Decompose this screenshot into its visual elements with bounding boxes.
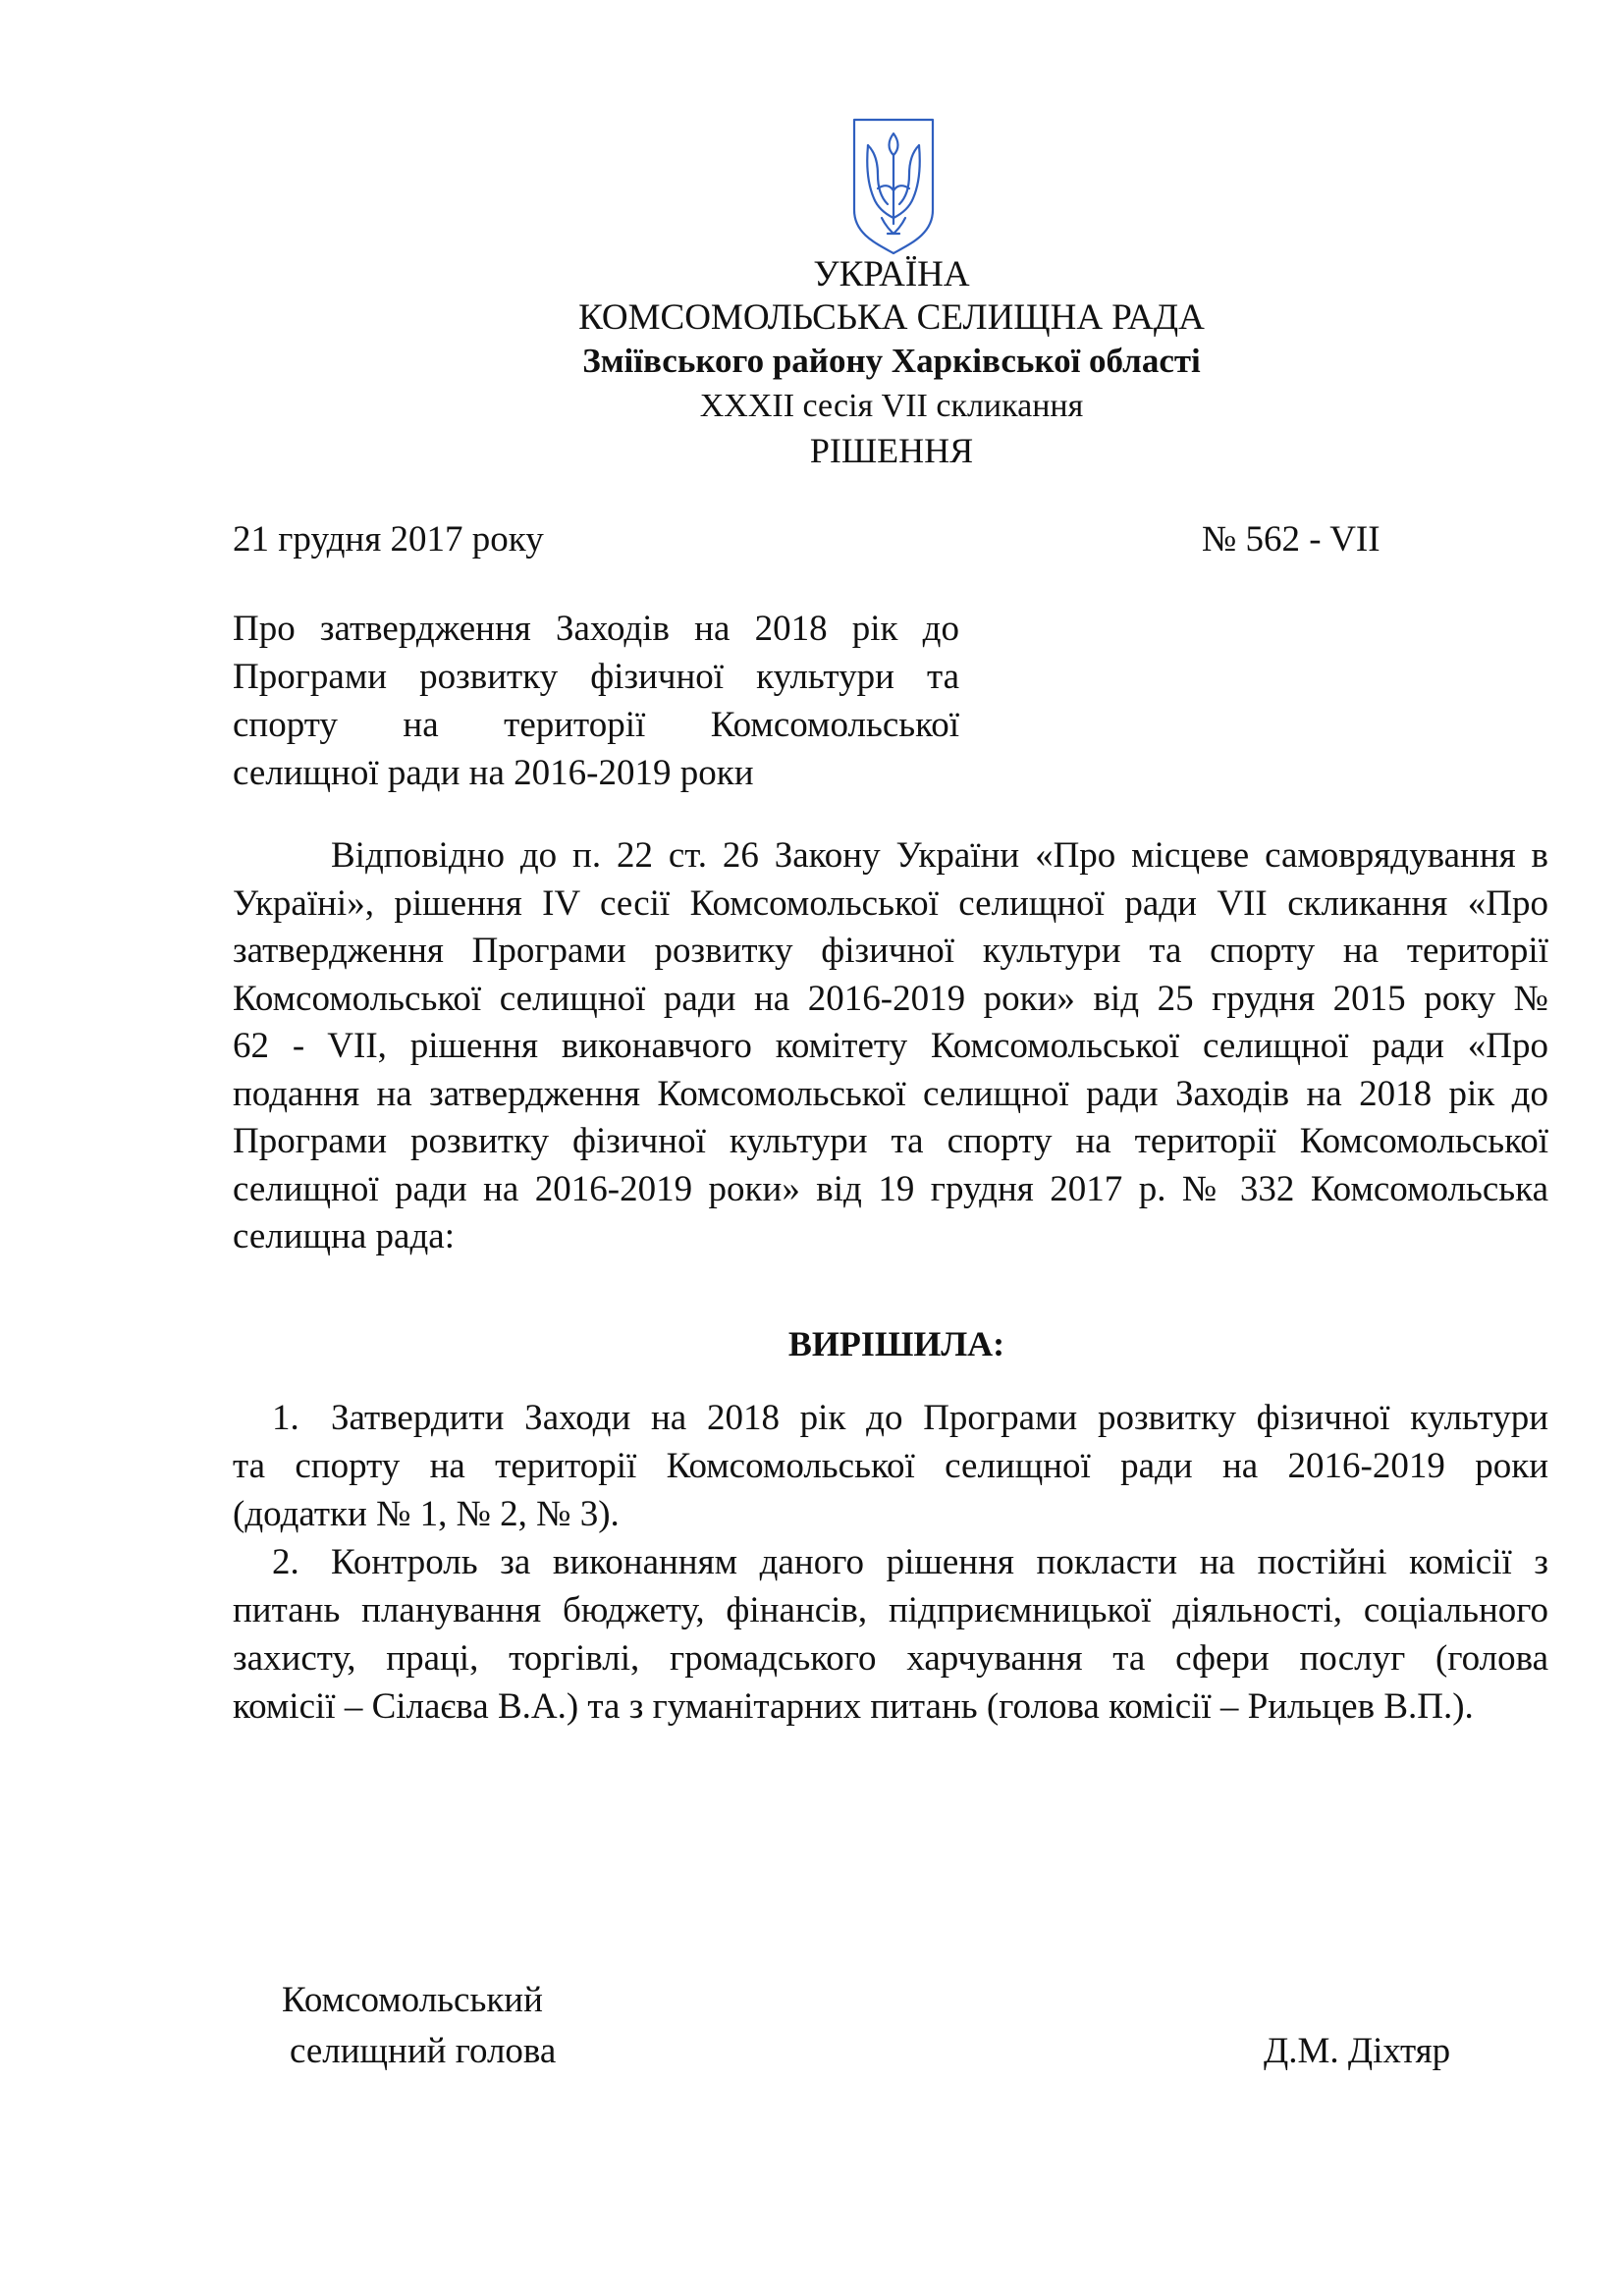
subject-line: селищної ради на 2016-2019 роки: [233, 753, 754, 793]
decision-date: 21 грудня 2017 року: [233, 519, 544, 560]
signatory-name: Д.М. Діхтяр: [1264, 2031, 1451, 2071]
item-line: (додатки № 1, № 2, № 3).: [233, 1494, 620, 1534]
decision-subject: [233, 605, 959, 797]
preamble-line: 62 - VII, рішення виконавчого комітету Комсомольської селищної ради «Про: [233, 1026, 1548, 1066]
session-heading: XXXII сесія VII скликання: [699, 388, 1084, 424]
preamble-line: селищна рада:: [233, 1216, 455, 1256]
item-text: Контроль за виконанням даного рішення покласти на постійні комісії з: [331, 1542, 1548, 1582]
item-line: [233, 1538, 1548, 1586]
council-heading: КОМСОМОЛЬСЬКА СЕЛИЩНА РАДА: [578, 297, 1205, 338]
signatory-title-line2: селищний голова: [290, 2031, 557, 2071]
preamble-line: подання на затвердження Комсомольської селищної ради Заходів на 2018 рік до: [233, 1073, 1548, 1114]
item-line: питань планування бюджету, фінансів, підприємницької діяльності, соціального: [233, 1590, 1548, 1630]
preamble-line: селищної ради на 2016-2019 роки» від 19 грудня 2017 р. № 332 Комсомольська: [233, 1168, 1548, 1209]
item-line: та спорту на території Комсомольської селищної ради на 2016-2019 роки: [233, 1446, 1548, 1486]
item-text: Затвердити Заходи на 2018 рік до Програми розвитку фізичної культури: [331, 1398, 1548, 1438]
item-line: комісії – Сілаєва В.А.) та з гуманітарних питань (голова комісії – Рильцев В.П.).: [233, 1686, 1474, 1727]
decision-number: № 562 - VII: [1202, 519, 1380, 560]
item-number: 1.: [272, 1398, 299, 1438]
preamble-line: Відповідно до п. 22 ст. 26 Закону України «Про місцеве самоврядування в: [331, 835, 1548, 876]
item-line: захисту, праці, торгівлі, громадського харчування та сфери послуг (голова: [233, 1638, 1548, 1679]
signatory-title-line1: Комсомольський: [282, 1980, 543, 2020]
preamble-line: Україні», рішення IV сесії Комсомольської селищної ради VII скликання «Про: [233, 882, 1548, 924]
resolution-item-2: [233, 1538, 1548, 1731]
country-heading: УКРАЇНА: [813, 254, 970, 294]
preamble-paragraph: [233, 832, 1548, 1261]
resolved-heading: ВИРІШИЛА:: [787, 1324, 1005, 1363]
subject-line: Про затвердження Заходів на 2018 рік до: [233, 609, 959, 649]
district-heading: Зміївського району Харківської області: [582, 342, 1201, 380]
preamble-line: Комсомольської селищної ради на 2016-2019 роки» від 25 грудня 2015 року №: [233, 978, 1548, 1019]
coat-of-arms-icon: [848, 116, 939, 255]
document-type-heading: РІШЕННЯ: [809, 431, 974, 470]
preamble-line: затвердження Програми розвитку фізичної культури та спорту на території: [233, 931, 1548, 971]
resolution-item-1: [233, 1394, 1548, 1538]
item-line: [233, 1394, 1548, 1442]
item-number: 2.: [272, 1542, 299, 1582]
preamble-line: Програми розвитку фізичної культури та спорту на території Комсомольської: [233, 1121, 1548, 1161]
subject-line: Програми розвитку фізичної культури та: [233, 657, 959, 697]
subject-line: спорту на території Комсомольської: [233, 705, 959, 745]
